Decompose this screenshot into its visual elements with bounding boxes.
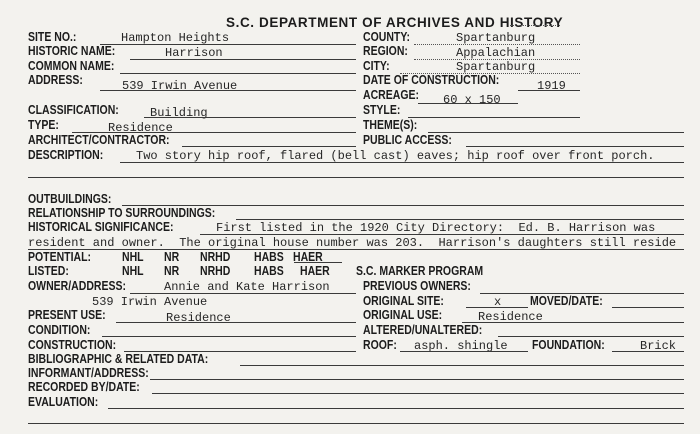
relationship-line bbox=[236, 219, 684, 220]
foundation-label: FOUNDATION: bbox=[532, 338, 605, 352]
evaluation-line bbox=[108, 408, 684, 409]
potential-nr: NR bbox=[164, 250, 180, 264]
condition-line bbox=[102, 336, 356, 337]
moved-date-label: MOVED/DATE: bbox=[530, 294, 603, 308]
architect-line bbox=[182, 146, 356, 147]
public-access-line bbox=[466, 146, 684, 147]
owner-value-2: 539 Irwin Avenue bbox=[92, 295, 208, 309]
present-use-label: PRESENT USE: bbox=[28, 308, 106, 322]
historical-significance-line bbox=[200, 234, 684, 235]
date-of-construction-label: DATE OF CONSTRUCTION: bbox=[363, 73, 500, 87]
condition-label: CONDITION: bbox=[28, 323, 91, 337]
listed-habs: HABS bbox=[254, 264, 284, 278]
acreage-label: ACREAGE: bbox=[363, 88, 420, 102]
county-line bbox=[414, 44, 580, 45]
roof-label: ROOF: bbox=[363, 338, 397, 352]
description-value: Two story hip roof, flared (bell cast) eaves; hip roof over front porch. bbox=[136, 149, 655, 163]
date-of-construction-line bbox=[518, 90, 580, 91]
potential-habs: HABS bbox=[254, 250, 284, 264]
city-label: CITY: bbox=[363, 59, 390, 73]
historic-name-label: HISTORIC NAME: bbox=[28, 44, 116, 58]
evaluation-line-2 bbox=[28, 423, 684, 424]
owner-address-label: OWNER/ADDRESS: bbox=[28, 279, 127, 293]
site-no-label: SITE NO.: bbox=[28, 30, 77, 44]
original-site-line bbox=[466, 307, 528, 308]
potential-nrhd: NRHD bbox=[200, 250, 231, 264]
listed-nr: NR bbox=[164, 264, 180, 278]
common-name-line bbox=[120, 73, 356, 74]
original-use-line bbox=[462, 322, 684, 323]
relationship-label: RELATIONSHIP TO SURROUNDINGS: bbox=[28, 206, 216, 220]
present-use-value: Residence bbox=[166, 311, 231, 325]
form-title: S.C. DEPARTMENT OF ARCHIVES AND HISTORY bbox=[226, 15, 564, 30]
region-label: REGION: bbox=[363, 44, 408, 58]
county-label: COUNTY: bbox=[363, 30, 411, 44]
themes-line bbox=[428, 132, 684, 133]
foundation-value: Brick bbox=[640, 339, 677, 353]
listed-nhl: NHL bbox=[122, 264, 144, 278]
description-line-2 bbox=[28, 177, 684, 178]
public-access-label: PUBLIC ACCESS: bbox=[363, 133, 452, 147]
architect-label: ARCHITECT/CONTRACTOR: bbox=[28, 133, 170, 147]
construction-label: CONSTRUCTION: bbox=[28, 338, 117, 352]
bibliographic-label: BIBLIOGRAPHIC & RELATED DATA: bbox=[28, 352, 209, 366]
evaluation-label: EVALUATION: bbox=[28, 395, 99, 409]
address-label: ADDRESS: bbox=[28, 73, 83, 87]
common-name-label: COMMON NAME: bbox=[28, 59, 115, 73]
original-site-value: x bbox=[494, 295, 502, 309]
listed-nrhd: NRHD bbox=[200, 264, 231, 278]
classification-line bbox=[144, 117, 356, 118]
potential-haer: HAER bbox=[293, 250, 323, 264]
date-of-construction-value: 1919 bbox=[537, 79, 566, 93]
type-label: TYPE: bbox=[28, 118, 59, 132]
acreage-value: 60 x 150 bbox=[443, 93, 501, 107]
informant-label: INFORMANT/ADDRESS: bbox=[28, 366, 149, 380]
description-label: DESCRIPTION: bbox=[28, 148, 104, 162]
historic-name-value: Harrison bbox=[165, 46, 223, 60]
themes-label: THEME(S): bbox=[363, 118, 418, 132]
acreage-line bbox=[418, 103, 518, 104]
roof-line bbox=[400, 351, 528, 352]
original-site-label: ORIGINAL SITE: bbox=[363, 294, 444, 308]
roof-value: asph. shingle bbox=[414, 339, 508, 353]
historical-significance-value-1: First listed in the 1920 City Directory: Ed. B. Harrison was bbox=[216, 221, 656, 235]
original-use-value: Residence bbox=[478, 310, 543, 324]
recorded-by-line bbox=[152, 393, 684, 394]
altered-label: ALTERED/UNALTERED: bbox=[363, 323, 483, 337]
title-dotted-rule bbox=[510, 25, 560, 26]
city-value: Spartanburg bbox=[456, 60, 536, 74]
description-line bbox=[120, 162, 684, 163]
listed-haer: HAER bbox=[300, 264, 330, 278]
previous-owners-label: PREVIOUS OWNERS: bbox=[363, 279, 471, 293]
moved-date-line bbox=[612, 307, 684, 308]
county-value: Spartanburg bbox=[456, 31, 536, 45]
bibliographic-line bbox=[240, 365, 684, 366]
style-label: STYLE: bbox=[363, 103, 401, 117]
classification-value: Building bbox=[150, 106, 208, 120]
potential-nhl: NHL bbox=[122, 250, 144, 264]
type-value: Residence bbox=[108, 121, 173, 135]
style-line bbox=[408, 117, 580, 118]
listed-label: LISTED: bbox=[28, 264, 69, 278]
owner-value-1: Annie and Kate Harrison bbox=[164, 280, 330, 294]
site-no-line bbox=[100, 44, 356, 45]
historical-significance-label: HISTORICAL SIGNIFICANCE: bbox=[28, 220, 174, 234]
site-no-value: Hampton Heights bbox=[121, 31, 230, 45]
present-use-line bbox=[116, 322, 356, 323]
owner-line bbox=[130, 293, 356, 294]
potential-label: POTENTIAL: bbox=[28, 250, 91, 264]
classification-label: CLASSIFICATION: bbox=[28, 103, 119, 117]
potential-line bbox=[294, 262, 342, 263]
informant-line bbox=[150, 379, 684, 380]
address-value: 539 Irwin Avenue bbox=[122, 79, 238, 93]
historic-name-line bbox=[130, 59, 356, 60]
marker-program-label: S.C. MARKER PROGRAM bbox=[356, 264, 484, 278]
recorded-by-label: RECORDED BY/DATE: bbox=[28, 380, 140, 394]
altered-line bbox=[498, 336, 684, 337]
region-value: Appalachian bbox=[456, 46, 536, 60]
outbuildings-label: OUTBUILDINGS: bbox=[28, 192, 112, 206]
historical-significance-value-2: resident and owner. The original house number was 203. Harrison's daughters still reside bbox=[28, 236, 677, 250]
address-line bbox=[100, 90, 356, 91]
original-use-label: ORIGINAL USE: bbox=[363, 308, 443, 322]
foundation-line bbox=[612, 351, 684, 352]
